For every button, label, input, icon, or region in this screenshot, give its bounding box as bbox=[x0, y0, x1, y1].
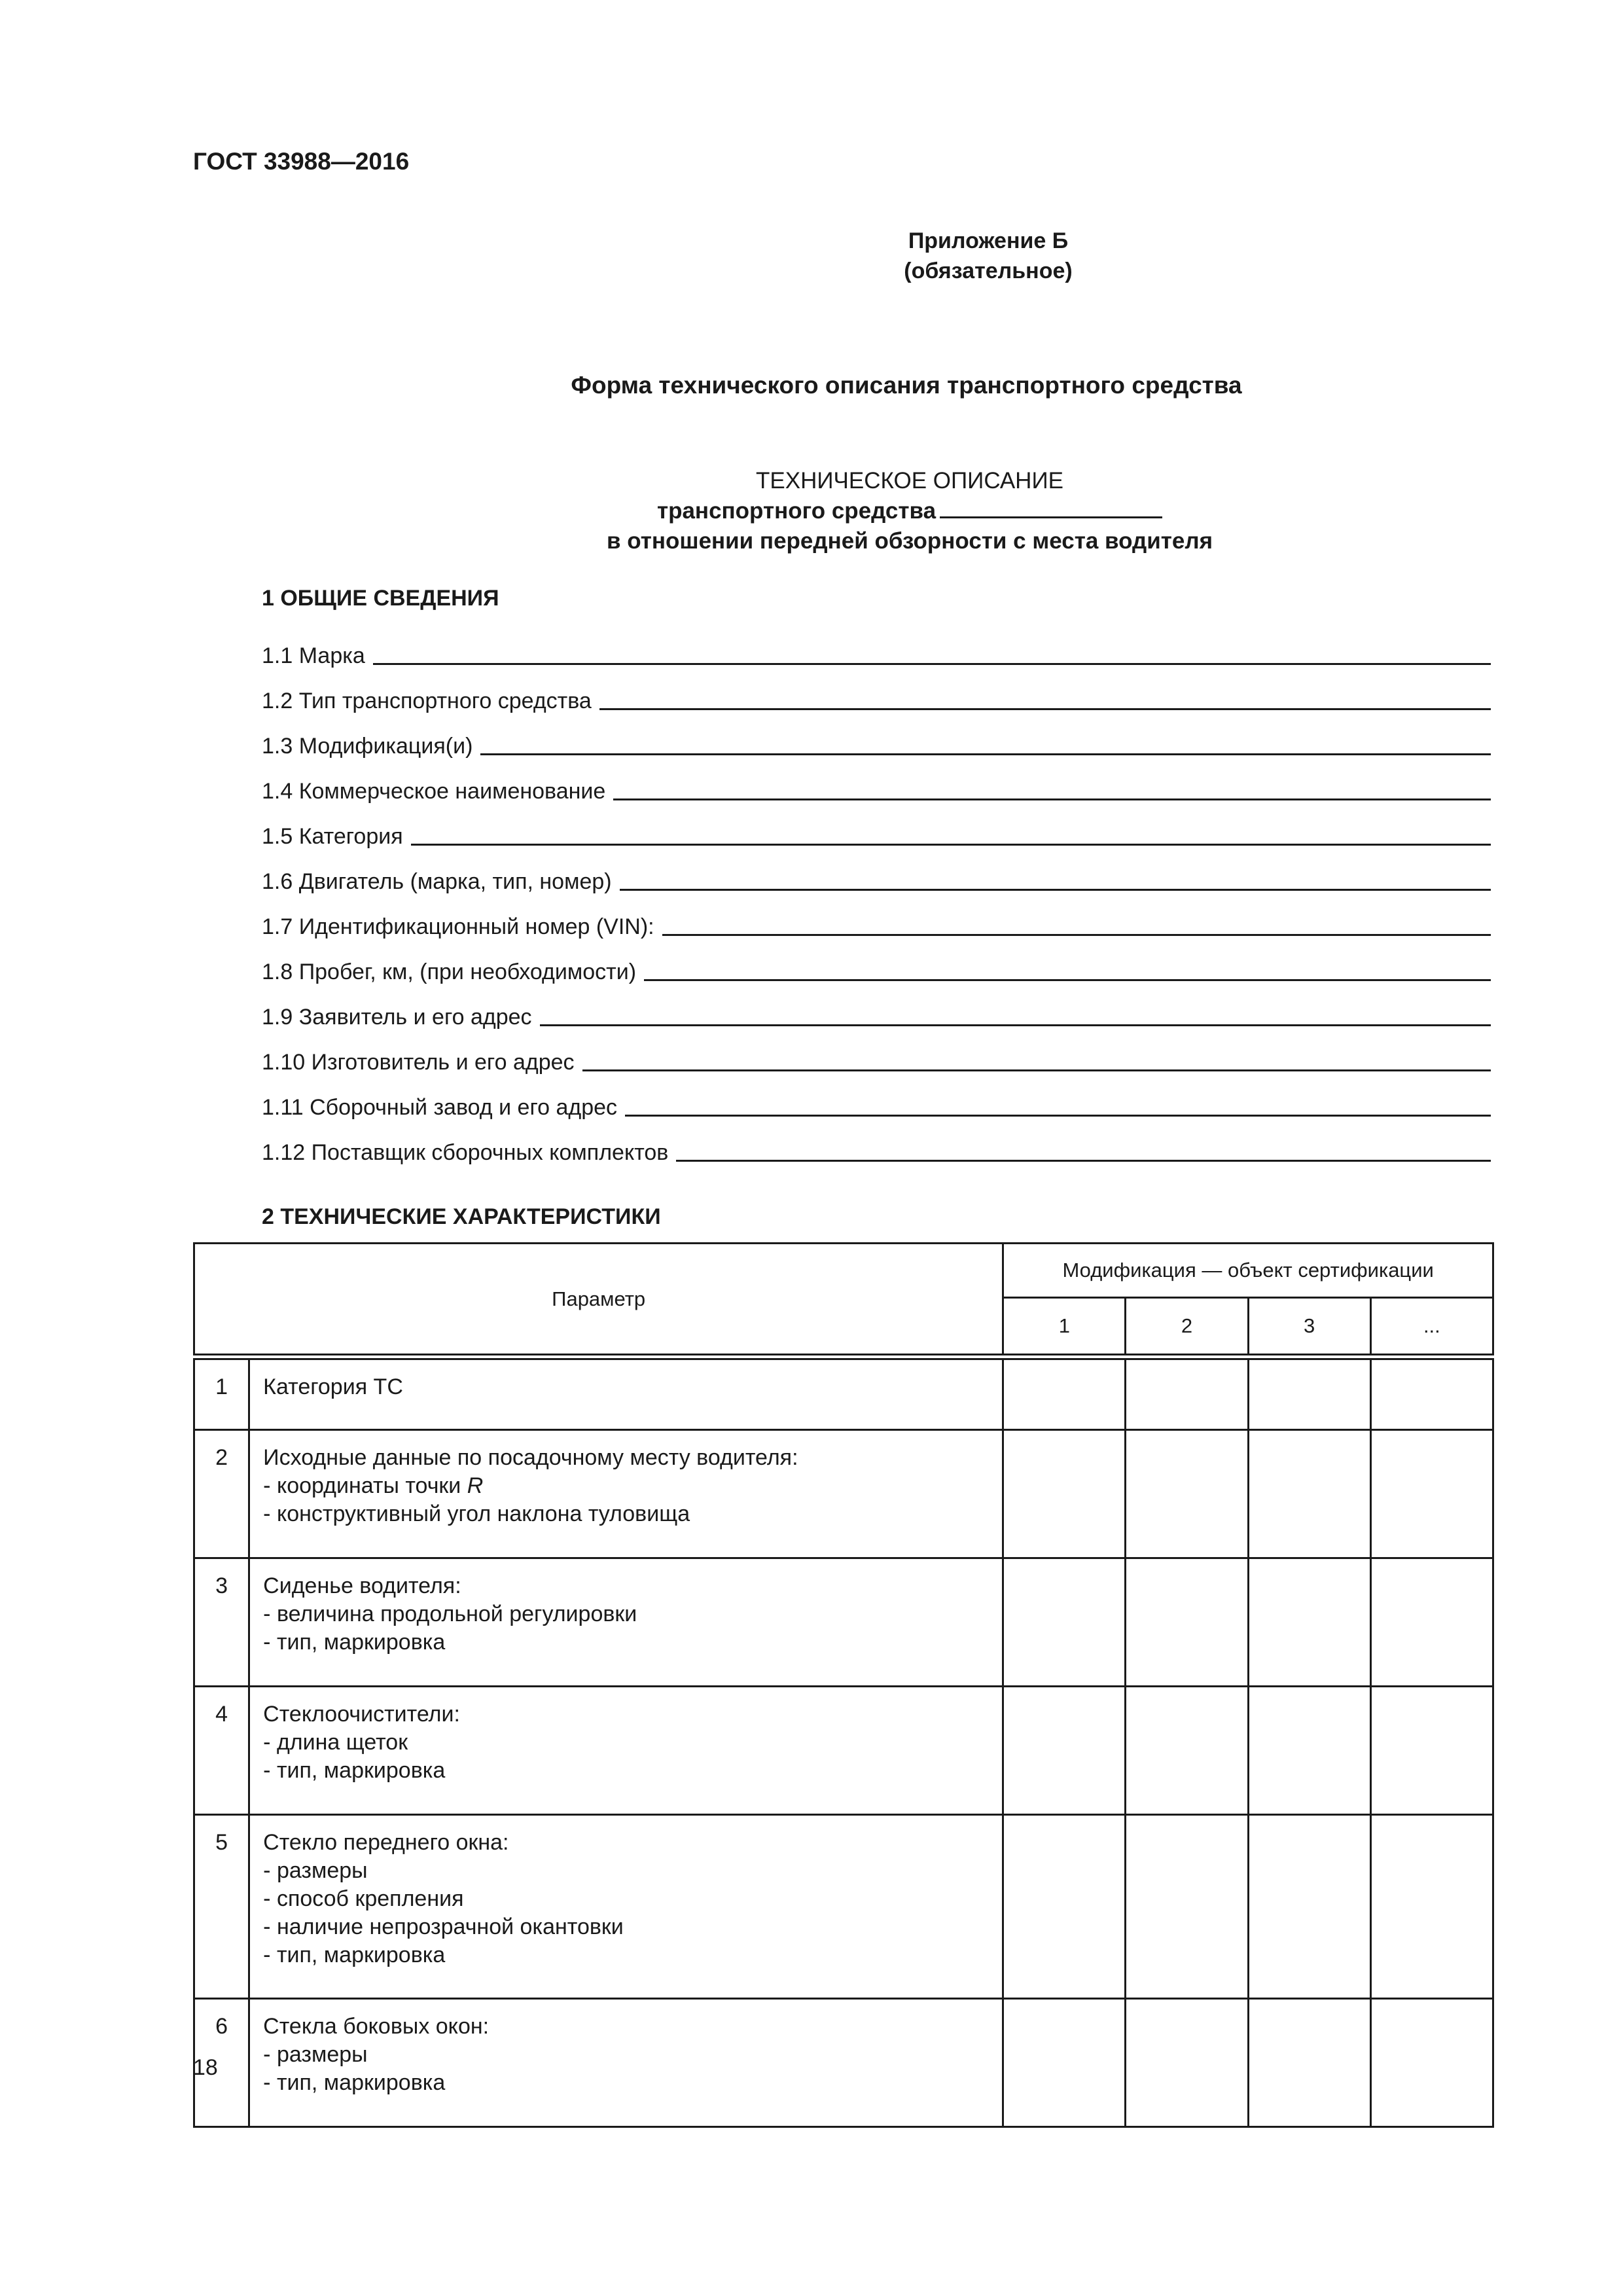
value-cell[interactable] bbox=[1370, 1999, 1493, 2127]
param-line: - тип, маркировка bbox=[263, 1630, 446, 1655]
value-cell[interactable] bbox=[1370, 1430, 1493, 1558]
section2-heading: 2 ТЕХНИЧЕСКИЕ ХАРАКТЕРИСТИКИ bbox=[262, 1204, 661, 1229]
param-line: - тип, маркировка bbox=[263, 2070, 446, 2095]
row-parameter bbox=[249, 1430, 1003, 1558]
field-label: 1.8 Пробег, км, (при необходимости) bbox=[262, 960, 637, 984]
table-row bbox=[194, 1430, 1493, 1558]
row-number: 5 bbox=[194, 1815, 249, 1999]
row-parameter bbox=[249, 1359, 1003, 1430]
field-brand bbox=[262, 640, 1491, 669]
standard-code: ГОСТ 33988—2016 bbox=[193, 148, 410, 175]
param-line bbox=[263, 1472, 1002, 1500]
section1-heading: 1 ОБЩИЕ СВЕДЕНИЯ bbox=[262, 586, 499, 611]
table-row bbox=[194, 1558, 1493, 1687]
param-line: Категория ТС bbox=[263, 1374, 403, 1399]
field-label: 1.3 Модификация(и) bbox=[262, 734, 473, 759]
field-label: 1.2 Тип транспортного средства bbox=[262, 689, 592, 713]
document-title bbox=[0, 466, 1623, 556]
field-blank[interactable] bbox=[662, 914, 1491, 936]
param-line: - тип, маркировка bbox=[263, 1943, 446, 1967]
value-cell[interactable] bbox=[1126, 1430, 1248, 1558]
mod-col-3: 3 bbox=[1248, 1298, 1370, 1355]
field-label: 1.1 Марка bbox=[262, 643, 365, 668]
page-number: 18 bbox=[193, 2055, 218, 2080]
field-applicant bbox=[262, 1001, 1491, 1030]
param-line: Сиденье водителя: bbox=[263, 1573, 461, 1598]
row-number: 2 bbox=[194, 1430, 249, 1558]
row-number: 6 bbox=[194, 1999, 249, 2127]
value-cell[interactable] bbox=[1370, 1815, 1493, 1999]
specifications-table bbox=[193, 1242, 1494, 2128]
value-cell[interactable] bbox=[1003, 1359, 1126, 1430]
value-cell[interactable] bbox=[1370, 1558, 1493, 1687]
field-blank[interactable] bbox=[411, 824, 1491, 846]
field-label: 1.9 Заявитель и его адрес bbox=[262, 1005, 532, 1030]
row-number: 4 bbox=[194, 1687, 249, 1815]
value-cell[interactable] bbox=[1126, 1999, 1248, 2127]
table-row bbox=[194, 1687, 1493, 1815]
value-cell[interactable] bbox=[1248, 1359, 1370, 1430]
field-label: 1.11 Сборочный завод и его адрес bbox=[262, 1095, 618, 1120]
row-number: 1 bbox=[194, 1359, 249, 1430]
field-label: 1.5 Категория bbox=[262, 824, 403, 849]
field-label: 1.6 Двигатель (марка, тип, номер) bbox=[262, 869, 612, 894]
field-modification bbox=[262, 730, 1491, 759]
mod-col-2: 2 bbox=[1126, 1298, 1248, 1355]
value-cell[interactable] bbox=[1126, 1687, 1248, 1815]
param-line: - размеры bbox=[263, 1858, 368, 1883]
mod-col-more: ... bbox=[1370, 1298, 1493, 1355]
value-cell[interactable] bbox=[1003, 1687, 1126, 1815]
value-cell[interactable] bbox=[1248, 1687, 1370, 1815]
value-cell[interactable] bbox=[1370, 1359, 1493, 1430]
field-assembly-plant bbox=[262, 1092, 1491, 1121]
param-line: - тип, маркировка bbox=[263, 1758, 446, 1783]
param-line: - конструктивный угол наклона туловища bbox=[263, 1501, 690, 1526]
doc-title-line2-text: транспортного средства bbox=[656, 498, 936, 524]
value-cell[interactable] bbox=[1003, 1999, 1126, 2127]
field-blank[interactable] bbox=[625, 1095, 1491, 1117]
value-cell[interactable] bbox=[1003, 1815, 1126, 1999]
modification-header: Модификация — объект сертификации bbox=[1003, 1244, 1493, 1298]
value-cell[interactable] bbox=[1248, 1815, 1370, 1999]
param-line: Исходные данные по посадочному месту водителя: bbox=[263, 1445, 798, 1470]
value-cell[interactable] bbox=[1126, 1815, 1248, 1999]
value-cell[interactable] bbox=[1370, 1687, 1493, 1815]
table-row bbox=[194, 1815, 1493, 1999]
field-blank[interactable] bbox=[676, 1140, 1491, 1162]
row-parameter bbox=[249, 1815, 1003, 1999]
value-cell[interactable] bbox=[1126, 1558, 1248, 1687]
point-r-symbol: R bbox=[467, 1473, 484, 1498]
param-line: - размеры bbox=[263, 2042, 368, 2067]
table-row bbox=[194, 1359, 1493, 1430]
row-parameter bbox=[249, 1558, 1003, 1687]
appendix-heading bbox=[0, 226, 1623, 286]
row-parameter bbox=[249, 1999, 1003, 2127]
field-label: 1.10 Изготовитель и его адрес bbox=[262, 1050, 575, 1075]
param-line-text: - координаты точки bbox=[263, 1473, 467, 1498]
field-blank[interactable] bbox=[599, 689, 1491, 710]
field-blank[interactable] bbox=[373, 643, 1491, 665]
param-header: Параметр bbox=[194, 1244, 1003, 1355]
doc-title-line1: ТЕХНИЧЕСКОЕ ОПИСАНИЕ bbox=[756, 468, 1063, 493]
doc-title-line3: в отношении передней обзорности с места водителя bbox=[606, 528, 1213, 554]
param-line: Стекло переднего окна: bbox=[263, 1830, 509, 1855]
field-label: 1.7 Идентификационный номер (VIN): bbox=[262, 914, 654, 939]
field-blank[interactable] bbox=[582, 1050, 1491, 1071]
field-label: 1.4 Коммерческое наименование bbox=[262, 779, 606, 804]
param-line: - величина продольной регулировки bbox=[263, 1602, 637, 1626]
param-line: - длина щеток bbox=[263, 1730, 408, 1755]
appendix-type: (обязательное) bbox=[904, 259, 1073, 283]
field-mileage bbox=[262, 956, 1491, 985]
field-blank[interactable] bbox=[613, 779, 1491, 800]
value-cell[interactable] bbox=[1126, 1359, 1248, 1430]
field-kit-supplier bbox=[262, 1137, 1491, 1166]
param-line: Стекла боковых окон: bbox=[263, 2014, 490, 2039]
value-cell[interactable] bbox=[1003, 1430, 1126, 1558]
param-line: - способ крепления bbox=[263, 1886, 464, 1911]
appendix-title: Приложение Б bbox=[908, 228, 1069, 253]
table-row bbox=[194, 1999, 1493, 2127]
value-cell[interactable] bbox=[1248, 1430, 1370, 1558]
row-number: 3 bbox=[194, 1558, 249, 1687]
field-vin bbox=[262, 911, 1491, 940]
value-cell[interactable] bbox=[1248, 1999, 1370, 2127]
field-engine bbox=[262, 866, 1491, 895]
field-manufacturer bbox=[262, 1047, 1491, 1075]
mod-col-1: 1 bbox=[1003, 1298, 1126, 1355]
row-parameter bbox=[249, 1687, 1003, 1815]
field-category bbox=[262, 821, 1491, 850]
field-vehicle-type bbox=[262, 685, 1491, 714]
value-cell[interactable] bbox=[1003, 1558, 1126, 1687]
param-line: Стеклоочистители: bbox=[263, 1702, 460, 1727]
value-cell[interactable] bbox=[1248, 1558, 1370, 1687]
field-blank[interactable] bbox=[620, 869, 1491, 891]
field-blank[interactable] bbox=[540, 1005, 1491, 1026]
field-blank[interactable] bbox=[480, 734, 1491, 755]
form-title: Форма технического описания транспортного средства bbox=[571, 372, 1242, 399]
field-label: 1.12 Поставщик сборочных комплектов bbox=[262, 1140, 669, 1165]
field-commercial-name bbox=[262, 776, 1491, 804]
field-blank[interactable] bbox=[644, 960, 1491, 981]
vehicle-name-blank[interactable] bbox=[940, 497, 1162, 518]
param-line: - наличие непрозрачной окантовки bbox=[263, 1914, 624, 1939]
table-header-gap bbox=[194, 1355, 1493, 1359]
doc-title-line2 bbox=[196, 496, 1623, 526]
